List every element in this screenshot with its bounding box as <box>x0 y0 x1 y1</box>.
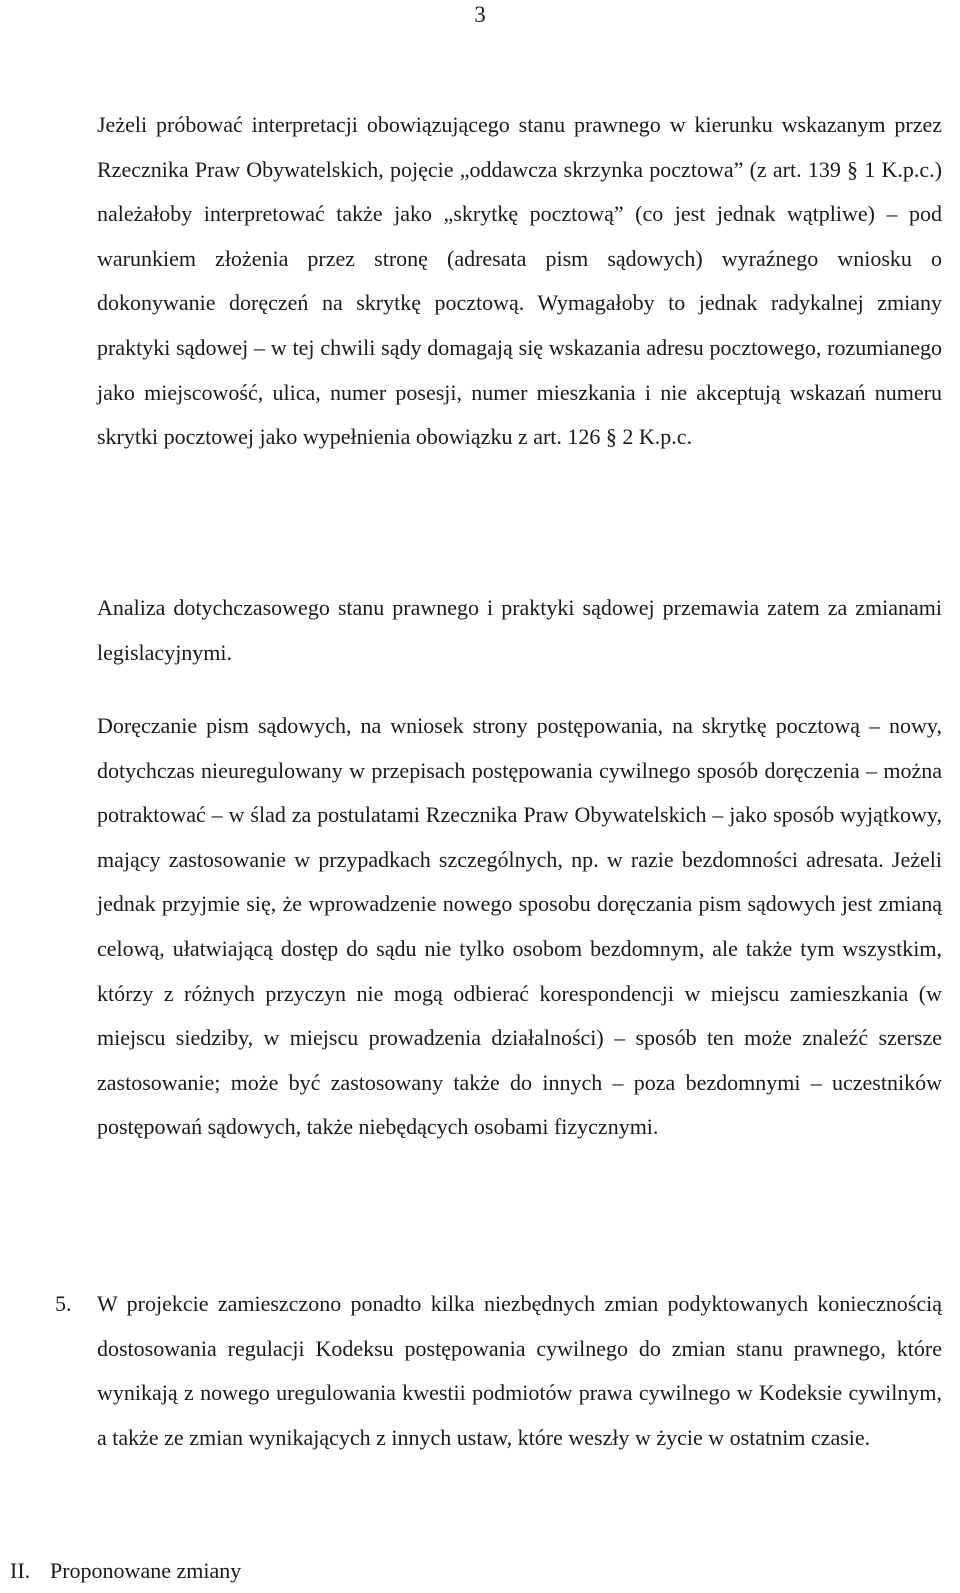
paragraph-analysis: Analiza dotychczasowego stanu prawnego i praktyki sądowej przemawia zatem za zmianami legislacyjnymi. <box>97 595 942 665</box>
section-heading <box>10 1556 241 1586</box>
list-item-number: 5. <box>55 1291 72 1316</box>
section-number: II. <box>10 1558 31 1583</box>
section-title: Proponowane zmiany <box>50 1558 242 1583</box>
paragraph-interpretation: Jeżeli próbować interpretacji obowiązującego stanu prawnego w kierunku wskazanym przez Rzecznika Praw Obywatelskich, pojęcie „oddawcza skrzynka pocztowa” (z art. 139 § 1 K.p.c.) należałoby interpretować także jako „skrytkę pocztową” (co jest jednak wątpliwe) – pod warunkiem złożenia przez stronę (adresata pism sądowych) wyraźnego wniosku o dokonywanie doręczeń na skrytkę pocztową. Wymagałoby to jednak radykalnej zmiany praktyki sądowej – w tej chwili sądy domagają się wskazania adresu pocztowego, rozumianego jako miejscowość, ulica, numer posesji, numer mieszkania i nie akceptują wskazań numeru skrytki pocztowej jako wypełnienia obowiązku z art. 126 § 2 K.p.c. <box>97 112 942 450</box>
paragraph-delivery: Doręczanie pism sądowych, na wniosek strony postępowania, na skrytkę pocztową – nowy, dotychczas nieuregulowany w przepisach postępowania cywilnego sposób doręczenia – można potraktować – w ślad za postulatami Rzecznika Praw Obywatelskich – jako sposób wyjątkowy, mający zastosowanie w przypadkach szczególnych, np. w razie bezdomności adresata. Jeżeli jednak przyjmie się, że wprowadzenie nowego sposobu doręczania pism sądowych jest zmianą celową, ułatwiającą dostęp do sądu nie tylko osobom bezdomnym, ale także tym wszystkim, którzy z różnych przyczyn nie mogą odbierać korespondencji w miejscu zamieszkania (w miejscu siedziby, w miejscu prowadzenia działalności) – sposób ten może znaleźć szersze zastosowanie; może być zastosowany także do innych – poza bezdomnymi – uczestników postępowań sądowych, także niebędących osobami fizycznymi. <box>97 713 942 1140</box>
list-item-text: W projekcie zamieszczono ponadto kilka niezbędnych zmian podyktowanych koniecznością dostosowania regulacji Kodeksu postępowania cywilnego do zmian stanu prawnego, które wynikają z nowego uregulowania kwestii podmiotów prawa cywilnego w Kodeksie cywilnym, a także ze zmian wynikających z innych ustaw, które weszły w życie w ostatnim czasie. <box>97 1291 942 1450</box>
page-number: 3 <box>474 2 486 27</box>
